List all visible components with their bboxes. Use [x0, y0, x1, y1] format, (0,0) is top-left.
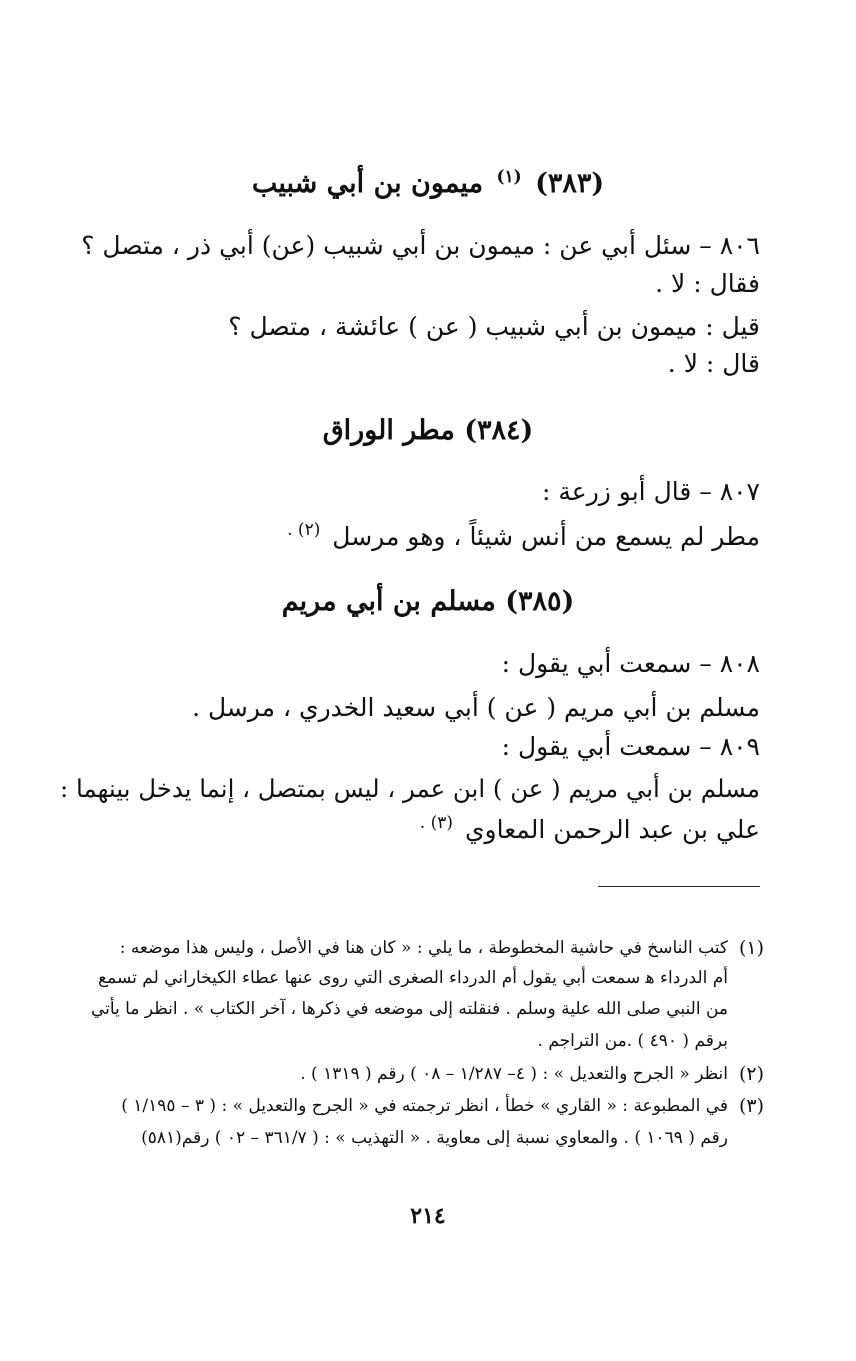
text-line: [283, 518, 760, 559]
text-line: مسلم بن أبي مريم ( عن ) ابن عمر ، ليس بمتصل ، إنما يدخل بينهما :: [60, 774, 760, 803]
footnote-marker: (١): [496, 167, 522, 187]
footnote-line: انظر « الجرح والتعديل » : ( ٤– ١/٢٨٧ – ٠٨ ) رقم ( ١٣١٩ ) .: [300, 1064, 728, 1084]
entry-title: ميمون بن أبي شبيب: [251, 168, 484, 199]
entry-number: (٣٨٣): [535, 168, 605, 199]
entry-number: (٣٨٥): [505, 586, 575, 617]
footnote-separator: [598, 886, 760, 887]
footnote-label: (٣): [738, 1095, 764, 1117]
footnote-line: رقم ( ١٠٦٩ ) . والمعاوي نسبة إلى معاوية . « التهذيب » : ( ٣٦١/٧ – ٠٢ ) رقم(٥٨١): [141, 1128, 728, 1148]
text-line: قيل : ميمون بن أبي شبيب ( عن ) عائشة ، متصل ؟: [228, 312, 760, 341]
text-line: ٨٠٩ – سمعت أبي يقول :: [501, 732, 760, 761]
text-segment: علي بن عبد الرحمن المعاوي: [464, 815, 760, 844]
entry-title: مسلم بن أبي مريم: [281, 586, 496, 617]
text-line: ٨٠٧ – قال أبو زرعة :: [542, 477, 760, 506]
entry-heading-384: [0, 411, 856, 451]
text-segment: مطر لم يسمع من أنس شيئاً ، وهو مرسل: [332, 522, 760, 551]
text-line: [416, 811, 760, 852]
text-line: فقال : لا .: [655, 269, 760, 298]
entry-heading-385: [0, 582, 856, 622]
text-line: مسلم بن أبي مريم ( عن ) أبي سعيد الخدري ، مرسل .: [192, 693, 760, 722]
footnote-line: في المطبوعة : « القاري » خطأ ، انظر ترجمته في « الجرح والتعديل » : ( ٣ – ١/١٩٥ ): [121, 1096, 728, 1116]
text-line: قال : لا .: [667, 349, 760, 378]
page-number: ٢١٤: [410, 1203, 446, 1229]
footnote-line: أم الدرداء ﻫ سمعت أبي يقول أم الدرداء الصغرى التي روى عنها عطاء الكيخاراني لم تسمع: [98, 968, 728, 988]
entry-heading-383: [0, 164, 856, 207]
footnote-label: (٢): [738, 1063, 764, 1085]
footnote-line: من النبي صلى الله علية وسلم . فنقلته إلى موضعه في ذكرها ، آخر الكتاب » . انظر ما يأتي: [90, 999, 728, 1019]
text-line: ٨٠٨ – سمعت أبي يقول :: [501, 649, 760, 678]
text-line: ٨٠٦ – سئل أبي عن : ميمون بن أبي شبيب (عن) أبي ذر ، متصل ؟: [81, 231, 760, 260]
footnote-marker: (٢) .: [287, 520, 321, 540]
footnote-line: برقم ( ٤٩٠ ) .من التراجم .: [537, 1031, 728, 1051]
footnote-line: كتب الناسخ في حاشية المخطوطة ، ما يلي : « كان هنا في الأصل ، وليس هذا موضعه :: [119, 938, 728, 958]
entry-title: مطر الوراق: [322, 415, 455, 446]
footnote-label: (١): [738, 937, 764, 959]
footnote-marker: (٣) .: [419, 813, 454, 833]
entry-number: (٣٨٤): [464, 415, 534, 446]
